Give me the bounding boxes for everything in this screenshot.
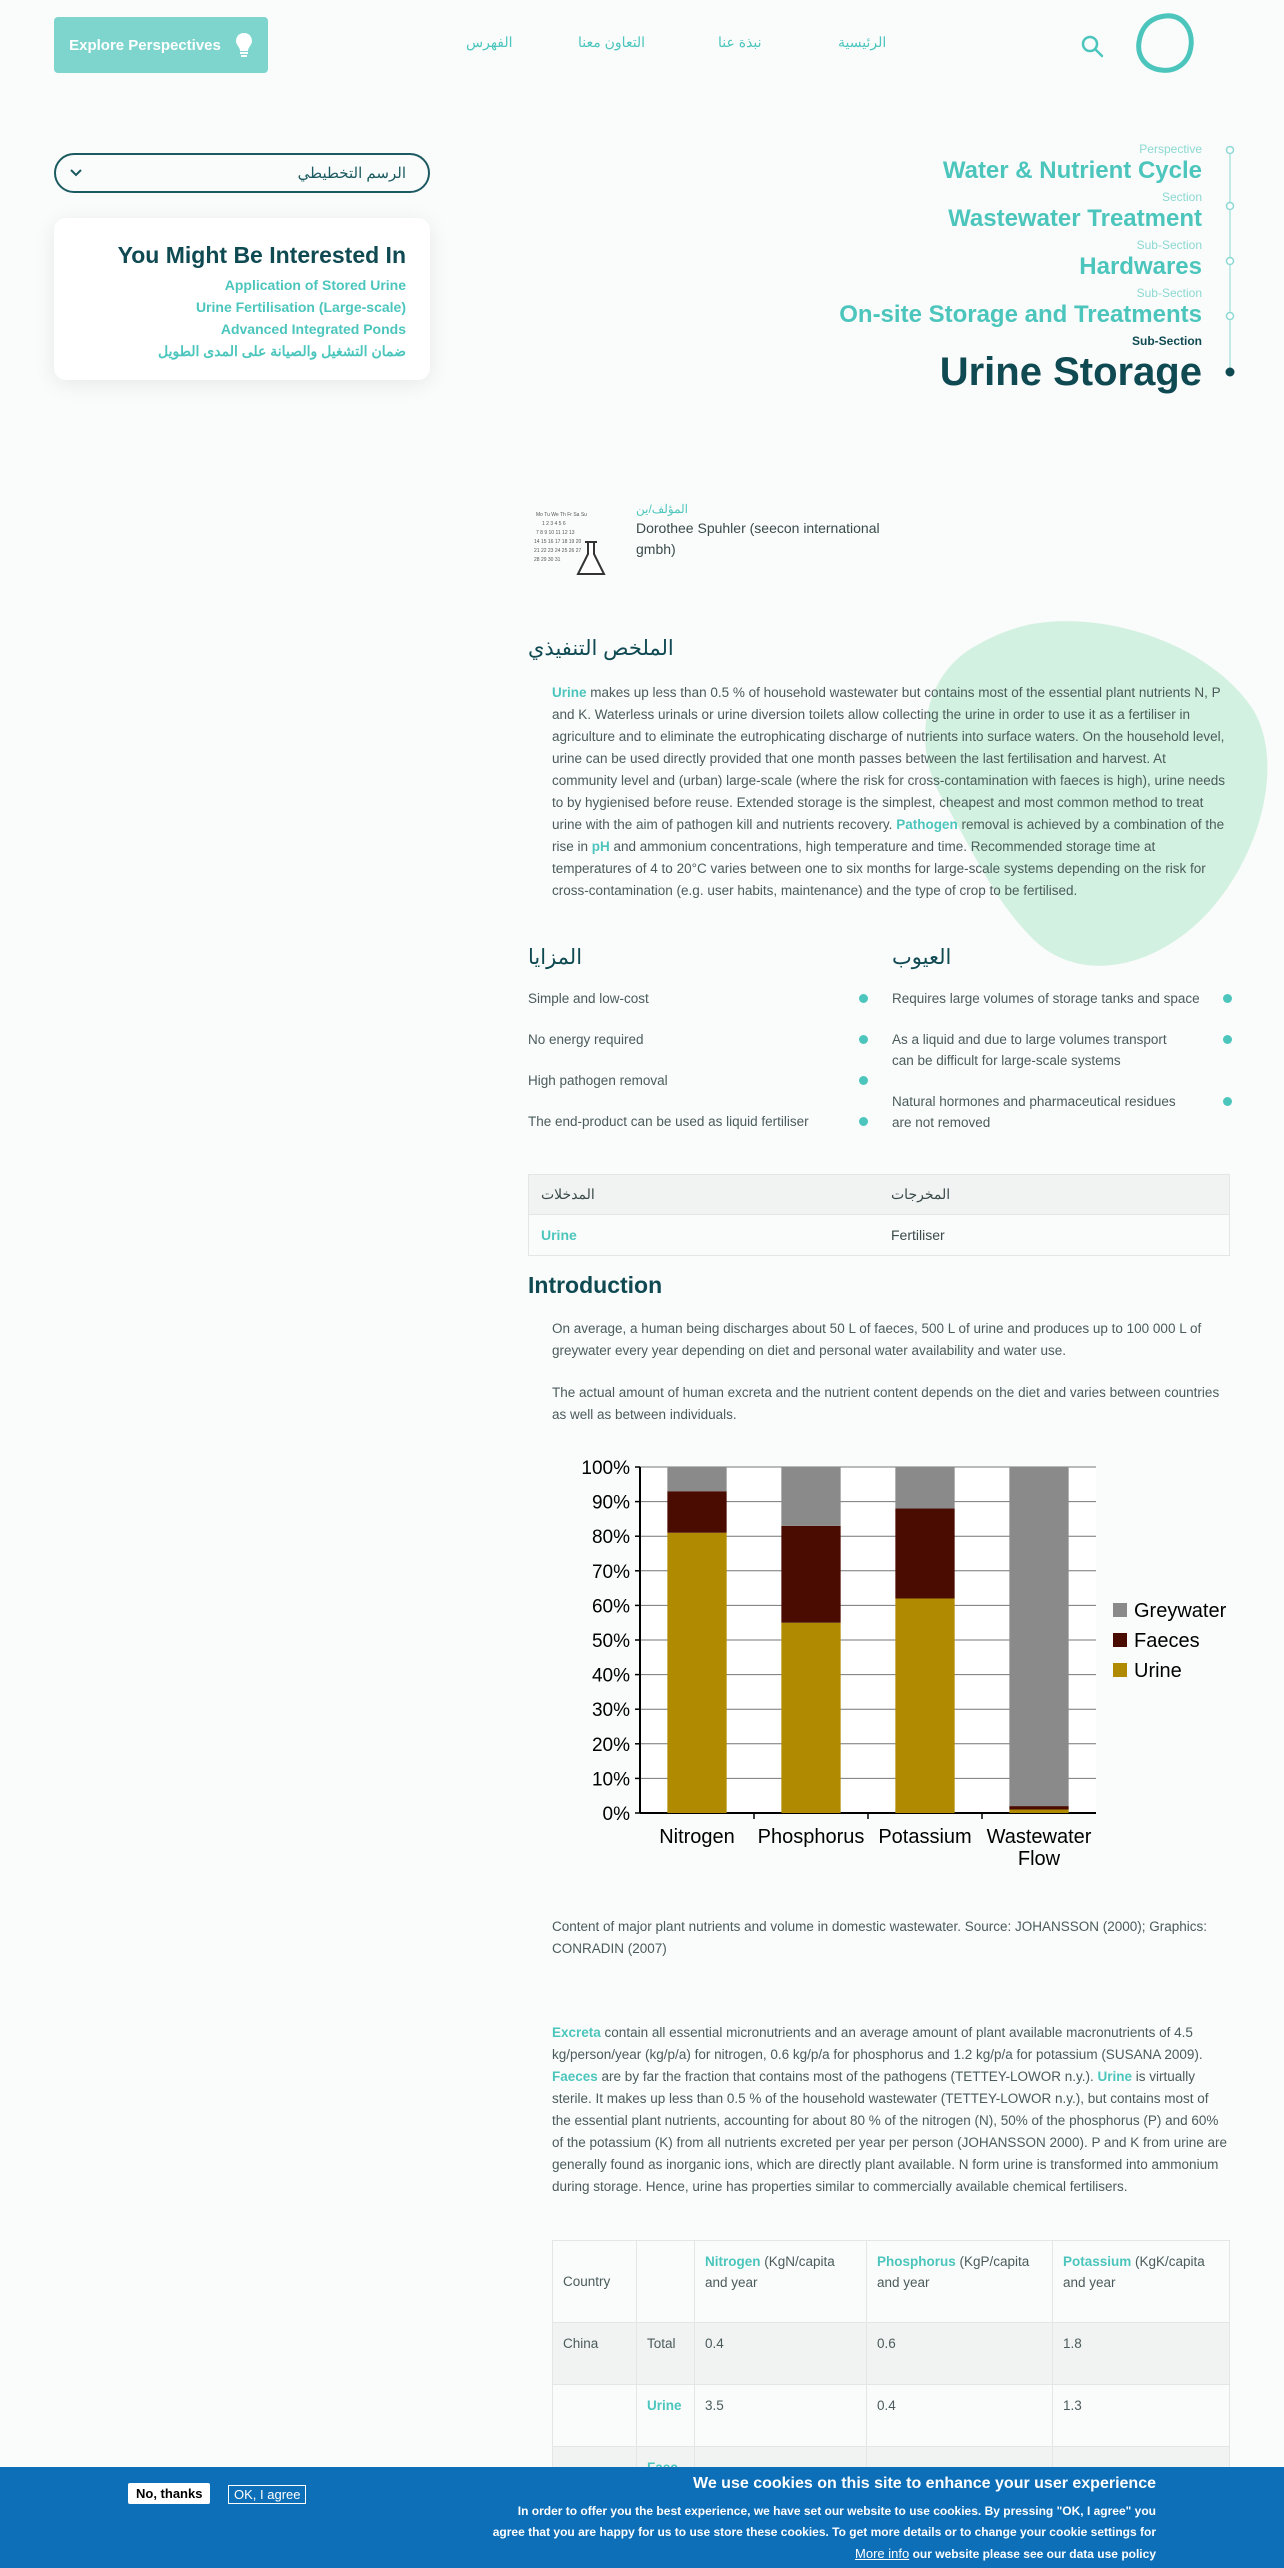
x-tick-label: Potassium [878, 1826, 972, 1848]
bullet-icon [859, 994, 868, 1003]
svg-text:7 8 9 10 11 12 13: 7 8 9 10 11 12 13 [536, 530, 575, 536]
ph-link[interactable]: pH [591, 839, 610, 854]
x-tick-label: Nitrogen [659, 1826, 735, 1848]
y-tick-label: 50% [591, 1631, 630, 1652]
bar-faeces [781, 1526, 840, 1623]
section-label: Section [1161, 190, 1202, 204]
interest-card [54, 218, 430, 380]
interest-link[interactable]: Application of Stored Urine [224, 277, 406, 293]
potassium-header: Potassium (KgK/capita and year [1053, 2241, 1230, 2323]
svg-text:1 2 3 4 5 6: 1 2 3 4 5 6 [542, 521, 566, 527]
toc-dropdown[interactable] [54, 153, 430, 193]
chart-caption: Content of major plant nutrients and volume in domestic wastewater. Source: JOHANSSON (2000); Graphics: CONRADIN (2007) [552, 1919, 1208, 1956]
nav-about[interactable]: نبذة عنا [718, 34, 762, 50]
io-table [528, 1174, 1230, 1256]
nutrient-chart [548, 1443, 1248, 1883]
country-header: Country [553, 2241, 637, 2323]
section-link[interactable]: Wastewater Treatment [948, 205, 1202, 232]
value-cell: 1.8 [1053, 2323, 1230, 2385]
author-name: Dorothee Spuhler (seecon international gmbh) [636, 520, 880, 557]
subsection-label: Sub-Section [1131, 334, 1202, 348]
bar-greywater [667, 1467, 726, 1491]
list-item: Natural hormones and pharmaceutical residues are not removed [892, 1091, 1232, 1133]
y-tick-label: 30% [591, 1700, 630, 1722]
author-block [528, 500, 888, 590]
value-cell: 1.3 [1053, 2385, 1230, 2447]
urine-link[interactable]: Urine [552, 685, 587, 700]
nav-home[interactable]: الرئيسية [838, 34, 887, 50]
faeces-link[interactable]: Faeces [552, 2069, 598, 2084]
y-tick-label: 40% [591, 1665, 630, 1687]
bar-faeces [895, 1509, 954, 1599]
nav-cooperate[interactable]: التعاون معنا [578, 34, 646, 50]
intro-paragraph: The actual amount of human excreta and the nutrient content depends on the diet and varies between countries as well as between individuals. [552, 1385, 1220, 1422]
breadcrumb-timeline [1225, 146, 1235, 378]
y-tick-label: 80% [591, 1527, 630, 1549]
bar-faeces [667, 1491, 726, 1533]
disadvantages-heading: العيوب [892, 946, 952, 969]
bar-urine [895, 1598, 954, 1813]
table-row [553, 2323, 1230, 2385]
bullet-icon [1223, 1035, 1232, 1044]
perspective-link[interactable]: Water & Nutrient Cycle [942, 157, 1202, 184]
y-tick-label: 60% [591, 1596, 630, 1618]
toc-label: الرسم التخطيطي [297, 165, 406, 182]
subsection-label: Sub-Section [1136, 238, 1202, 252]
list-item: No energy required [528, 1029, 868, 1070]
search-icon[interactable] [1080, 34, 1104, 58]
logo-icon[interactable] [1135, 12, 1195, 74]
bar-greywater [1009, 1467, 1068, 1806]
legend-swatch [1113, 1633, 1127, 1647]
list-item: As a liquid and due to large volumes transport can be difficult for large-scale systems [892, 1029, 1232, 1091]
excreta-text: Excreta contain all essential micronutrients and an average amount of plant available macronutrients of 4.5 kg/person/year (kg/p/a) for nitrogen, 0.6 kg/p/a for phosphorus and 1.2 kg/p/a for potassium (SUSANA 2009). Faeces are by far the fraction that contains most of the pathogens (TETTEY-LOWOR n.y.). Urine is virtually sterile. It makes up less than 0.5 % of the household wastewater (TETTEY-LOWOR n.y.), but contains most of the essential plant nutrients, accounting for about 80 % of the nitrogen (N), 50% of the phosphorus (P) and 60% of the potassium (K) from all nutrients excreted per year per person (JOHANSSON 2000). P and K from urine are generally found as inorganic ions, which are directly plant available. N form urine is transformed into ammonium during storage. Hence, urine has properties similar to commercially available chemical fertilisers. [552, 2025, 1228, 2194]
author-label: المؤلف/ين [636, 502, 689, 516]
y-tick-label: 90% [591, 1492, 630, 1514]
x-tick-label: Wastewater [986, 1826, 1092, 1848]
list-item: The end-product can be used as liquid fertiliser [528, 1111, 868, 1132]
interest-link[interactable]: Advanced Integrated Ponds [220, 321, 406, 337]
output-value: Fertiliser [891, 1227, 945, 1243]
x-tick-label: Flow [1017, 1848, 1061, 1870]
intro-paragraph: On average, a human being discharges about 50 L of faeces, 500 L of urine and produces up to 100 000 L of greywater every year depending on diet and personal water availability and water use. [552, 1321, 1202, 1358]
country-cell: China [553, 2323, 637, 2385]
table-row [553, 2385, 1230, 2447]
value-cell: 0.6 [867, 2323, 1053, 2385]
subsection-link[interactable]: On-site Storage and Treatments [839, 301, 1202, 328]
cookie-banner [0, 2467, 1284, 2568]
summary-heading: الملخص التنفيذي [528, 637, 674, 660]
no-thanks-button[interactable]: No, thanks [128, 2483, 210, 2504]
summary-text: Urine makes up less than 0.5 % of household wastewater but contains most of the essential plant nutrients N, P and K. Waterless urinals or urine diversion toilets allow collecting the urine in order to use it as a fertiliser in agriculture and to eliminate the eutrophicating discharge of nutrients into surface waters. On the household level, urine can be used directly provided that one month passes between the last fertilisation and harvest. At community level and (urban) large-scale (where the risk for cross-contamination with faeces is high), urine needs to by hygienised before reuse. Extended storage is the simplest, cheapest and most common method to treat urine with the aim of pathogen kill and nutrients recovery. Pathogen removal is achieved by a combination of the rise in pH and ammonium concentrations, high temperature and time. Recommended storage time at temperatures of 4 to 20°C varies between one to six months for large-scale systems depending on the risk for cross-contamination (e.g. user habits, maintenance) and the type of crop to be fertilised. [552, 685, 1226, 898]
subsection-link[interactable]: Hardwares [1079, 253, 1202, 280]
bar-urine [781, 1623, 840, 1813]
svg-text:28 29 30 31: 28 29 30 31 [534, 557, 561, 563]
input-urine-link[interactable]: Urine [541, 1227, 577, 1243]
outputs-header: المخرجات [891, 1186, 951, 1202]
svg-text:Mo Tu We Th Fr Sa Su: Mo Tu We Th Fr Sa Su [536, 512, 587, 518]
inputs-header: المدخلات [541, 1186, 595, 1202]
breadcrumb [839, 140, 1202, 396]
svg-text:21 22 23 24 25 26 27: 21 22 23 24 25 26 27 [534, 548, 582, 554]
y-tick-label: 0% [602, 1804, 630, 1825]
nitrogen-header: Nitrogen (KgN/capita and year [695, 2241, 867, 2323]
phosphorus-header: Phosphorus (KgP/capita and year [867, 2241, 1053, 2323]
value-cell: 3.5 [695, 2385, 867, 2447]
calendar-flask-icon [528, 508, 620, 590]
list-item: Requires large volumes of storage tanks and space [892, 988, 1232, 1029]
type-cell: Total [637, 2323, 695, 2385]
excreta-link[interactable]: Excreta [552, 2025, 601, 2040]
legend-label: Greywater [1134, 1600, 1227, 1622]
pathogen-link[interactable]: Pathogen [896, 817, 958, 832]
bullet-icon [1223, 1097, 1232, 1106]
legend-swatch [1113, 1603, 1127, 1617]
y-tick-label: 10% [591, 1769, 630, 1791]
page-title: Urine Storage [939, 350, 1202, 394]
nutrient-table [552, 2240, 1230, 2489]
list-item: Simple and low-cost [528, 988, 868, 1029]
x-tick-label: Phosphorus [757, 1826, 865, 1848]
perspective-label: Perspective [1139, 142, 1202, 156]
cookie-text: In order to offer you the best experience, we have set our website to use cookies. By pressing "OK, I agree" you agree that you are happy for us to use store these cookies. To get more details or to change your cookie settings for More info our website please see our data use policy [492, 2504, 1156, 2561]
legend-swatch [1113, 1663, 1127, 1677]
subsection-label: Sub-Section [1136, 286, 1202, 300]
urine-link[interactable]: Urine [1097, 2069, 1133, 2084]
more-info-link[interactable]: More info [855, 2546, 910, 2561]
interest-title: You Might Be Interested In [117, 242, 406, 268]
advantages-heading: المزايا [528, 946, 583, 969]
bar-urine [1009, 1810, 1068, 1813]
lightbulb-icon [235, 31, 253, 59]
interest-link[interactable]: Urine Fertilisation (Large-scale) [195, 299, 406, 315]
explore-perspectives-button[interactable] [54, 17, 268, 73]
bar-greywater [895, 1467, 954, 1509]
legend-label: Urine [1134, 1660, 1182, 1682]
chevron-down-icon [70, 169, 82, 177]
list-item: High pathogen removal [528, 1070, 868, 1111]
bullet-icon [1223, 994, 1232, 1003]
bullet-icon [859, 1035, 868, 1044]
nav-index[interactable]: الفهرس [466, 34, 513, 50]
disadvantages-list [892, 945, 1232, 1133]
value-cell: 0.4 [867, 2385, 1053, 2447]
explore-label: Explore Perspectives [69, 36, 221, 54]
introduction-heading: Introduction [528, 1272, 663, 1298]
interest-link[interactable]: ضمان التشغيل والصيانة على المدى الطويل [158, 343, 406, 359]
urine-link[interactable]: Urine [637, 2385, 695, 2447]
legend-label: Faeces [1134, 1630, 1200, 1652]
y-tick-label: 20% [591, 1734, 630, 1756]
value-cell: 0.4 [695, 2323, 867, 2385]
bar-urine [667, 1533, 726, 1813]
y-tick-label: 70% [591, 1561, 630, 1583]
bar-greywater [781, 1467, 840, 1526]
svg-text:14 15 16 17 18 19 20: 14 15 16 17 18 19 20 [534, 539, 582, 545]
bullet-icon [859, 1076, 868, 1085]
table-row [553, 2241, 1230, 2323]
bar-faeces [1009, 1806, 1068, 1809]
advantages-list [528, 945, 868, 1132]
bullet-icon [859, 1117, 868, 1126]
agree-button[interactable]: OK, I agree [228, 2485, 306, 2504]
y-tick-label: 100% [581, 1458, 630, 1479]
cookie-title: We use cookies on this site to enhance your user experience [693, 2475, 1156, 2492]
